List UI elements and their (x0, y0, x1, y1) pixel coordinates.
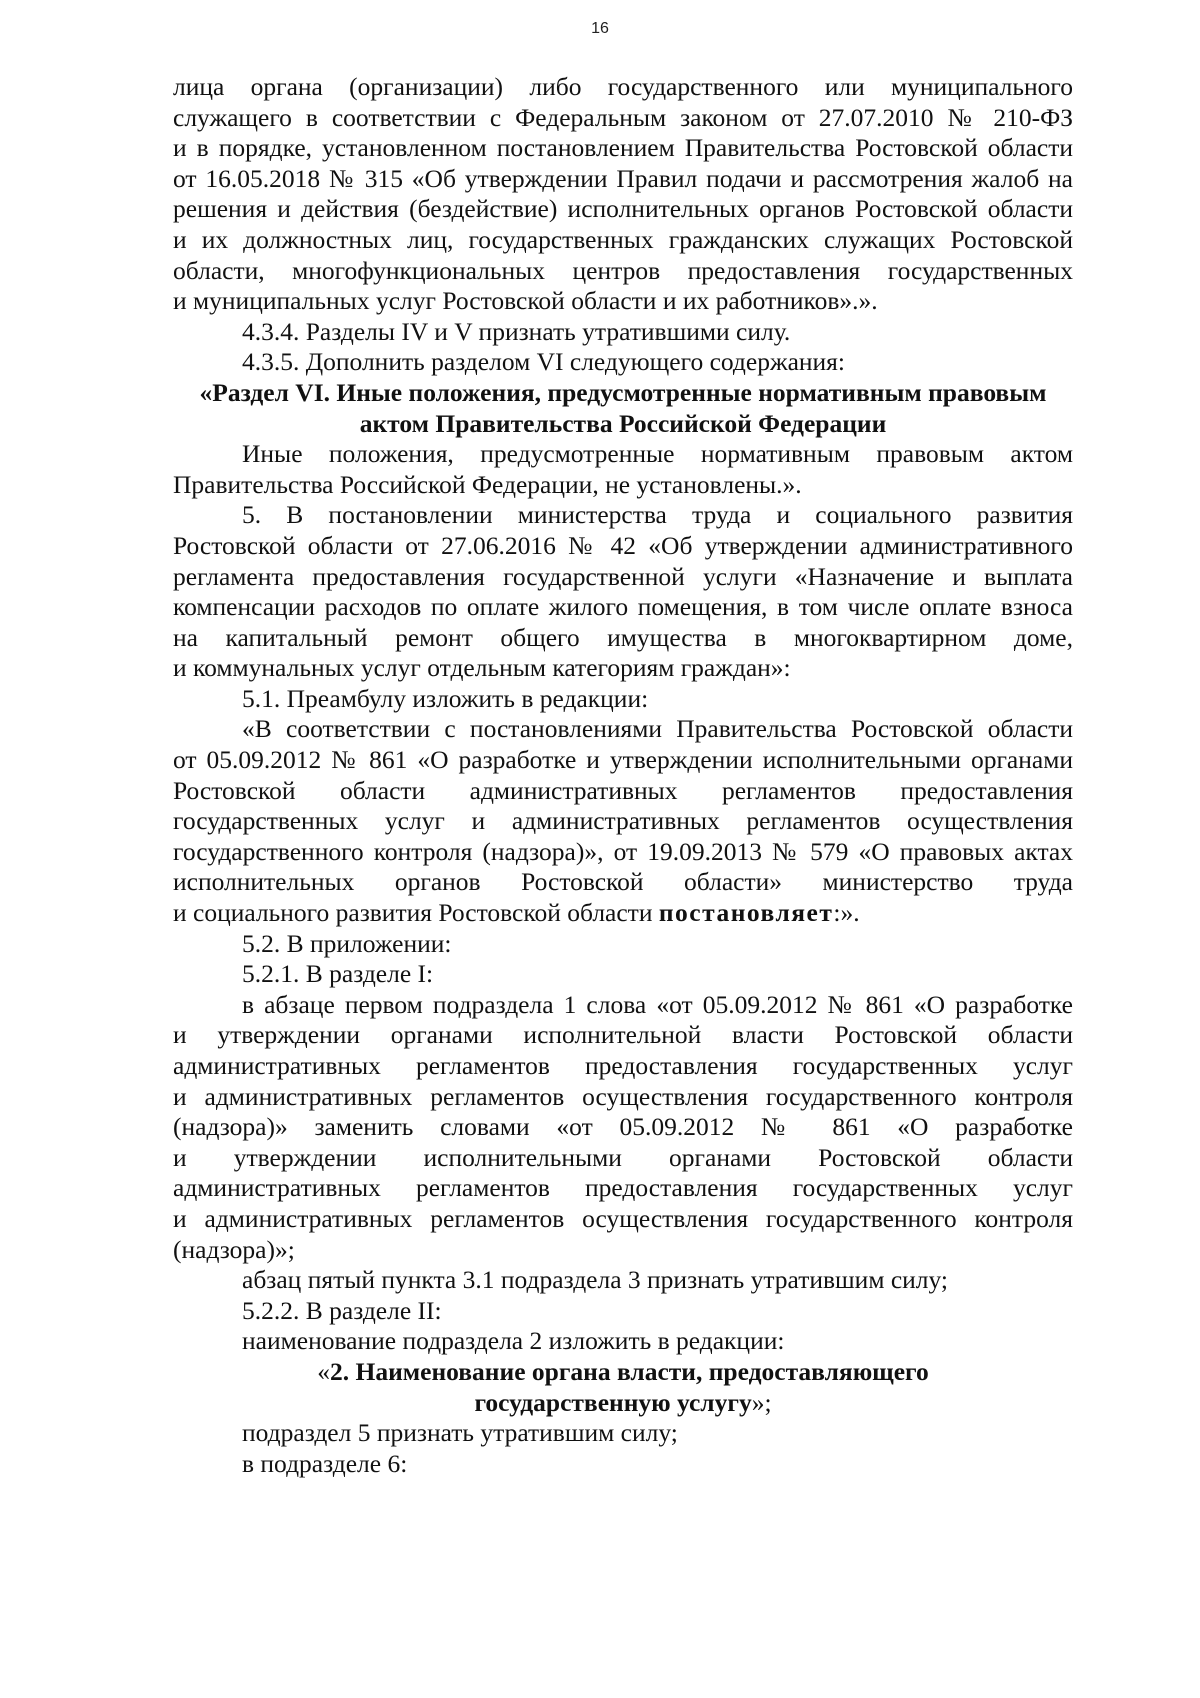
item-5-1: 5.1. Преамбулу изложить в редакции: (242, 683, 649, 713)
resolves-word: постановляет (658, 898, 834, 928)
text-line: и утверждении исполнительными органами Ростовской области (173, 1142, 1073, 1172)
item-5-2: 5.2. В приложении: (242, 928, 452, 958)
text-line: на капитальный ремонт общего имущества в многоквартирном доме, (173, 622, 1073, 652)
text-line: и утверждении органами исполнительной власти Ростовской области (173, 1020, 1073, 1050)
text-line: административных регламентов предоставления государственных услуг (173, 1173, 1073, 1203)
quote-close: »; (751, 1387, 772, 1417)
paragraph-other-provisions (173, 439, 1073, 500)
subsection-2-heading (173, 1357, 1073, 1418)
document-body (173, 72, 1073, 1479)
paragraph-subsection-6: в подразделе 6: (242, 1448, 408, 1478)
text-line: и административных регламентов осуществления государственного контроля (173, 1081, 1073, 1111)
text-line: 5. В постановлении министерства труда и социального развития (242, 500, 1073, 530)
heading-line (173, 1388, 1073, 1419)
preamble-text (173, 714, 1073, 928)
text-line: государственного контроля (надзора)», от 19.09.2013 № 579 «О правовых актах (173, 836, 1073, 866)
text-line: и в порядке, установленном постановлением Правительства Ростовской области (173, 133, 1073, 163)
text-line: и муниципальных услуг Ростовской области и их работников».». (173, 286, 878, 316)
paragraph-subsection-2-name: наименование подраздела 2 изложить в редакции: (242, 1326, 785, 1356)
preamble-last-end: :». (833, 898, 860, 928)
item-5 (173, 500, 1073, 684)
heading-bold-text: государственную услугу (474, 1387, 752, 1417)
page-number: 16 (591, 20, 609, 37)
text-line: и административных регламентов осуществления государственного контроля (173, 1203, 1073, 1233)
text-line: решения и действия (бездействие) исполнительных органов Ростовской области (173, 194, 1073, 224)
heading-line: актом Правительства Российской Федерации (359, 408, 887, 438)
paragraph-fifth-abzac: абзац пятый пункта 3.1 подраздела 3 признать утратившим силу; (242, 1265, 949, 1295)
heading-bold-text: 2. Наименование органа власти, предоставляющего (330, 1356, 929, 1386)
text-line: административных регламентов предоставления государственных услуг (173, 1051, 1073, 1080)
text-line: и их должностных лиц, государственных гражданских служащих Ростовской (173, 224, 1073, 254)
preamble-last-start: и социального развития Ростовской области (173, 898, 659, 928)
text-line: служащего в соответствии с Федеральным законом от 27.07.2010 № 210-ФЗ (173, 102, 1073, 132)
paragraph-complaint-procedure (173, 72, 1073, 317)
text-line: от 05.09.2012 № 861 «О разработке и утверждении исполнительными органами (173, 745, 1073, 775)
quote-open: « (317, 1356, 331, 1386)
text-line: компенсации расходов по оплате жилого помещения, в том числе оплате взноса (173, 592, 1073, 622)
text-line: Ростовской области от 27.06.2016 № 42 «Об утверждении административного (173, 530, 1073, 560)
text-line: области, многофункциональных центров предоставления государственных (173, 255, 1073, 285)
heading-line (173, 1357, 1073, 1388)
text-line: исполнительных органов Ростовской области» министерство труда (173, 867, 1073, 897)
section-6-heading (173, 378, 1073, 439)
text-line: регламента предоставления государственной услуги «Назначение и выплата (173, 561, 1073, 591)
item-4-3-5: 4.3.5. Дополнить разделом VI следующего содержания: (242, 347, 845, 377)
text-line: Правительства Российской Федерации, не установлены.». (173, 469, 802, 499)
text-line: Иные положения, предусмотренные нормативным правовым актом (242, 439, 1073, 469)
item-5-2-2: 5.2.2. В разделе II: (242, 1295, 442, 1325)
text-line: и коммунальных услуг отдельным категориям граждан»: (173, 653, 791, 683)
paragraph-subsection-5: подраздел 5 признать утратившим силу; (242, 1418, 678, 1448)
text-line (173, 898, 1073, 929)
text-line: Ростовской области административных регламентов предоставления (173, 775, 1073, 805)
text-line: (надзора)»; (173, 1234, 295, 1264)
text-line: (надзора)» заменить словами «от 05.09.2012 № 861 «О разработке (173, 1112, 1073, 1142)
item-4-3-4: 4.3.4. Разделы IV и V признать утратившими силу. (242, 316, 791, 346)
text-line: от 16.05.2018 № 315 «Об утверждении Правил подачи и рассмотрения жалоб на (173, 163, 1073, 193)
text-line: лица органа (организации) либо государственного или муниципального (173, 72, 1073, 101)
text-line: «В соответствии с постановлениями Правительства Ростовской области (242, 714, 1073, 744)
item-5-2-1: 5.2.1. В разделе I: (242, 959, 434, 989)
text-line: в абзаце первом подраздела 1 слова «от 05.09.2012 № 861 «О разработке (242, 989, 1073, 1019)
paragraph-first-abzac (173, 990, 1073, 1265)
heading-line: «Раздел VI. Иные положения, предусмотренные нормативным правовым (199, 377, 1047, 407)
text-line: государственных услуг и административных регламентов осуществления (173, 806, 1073, 836)
